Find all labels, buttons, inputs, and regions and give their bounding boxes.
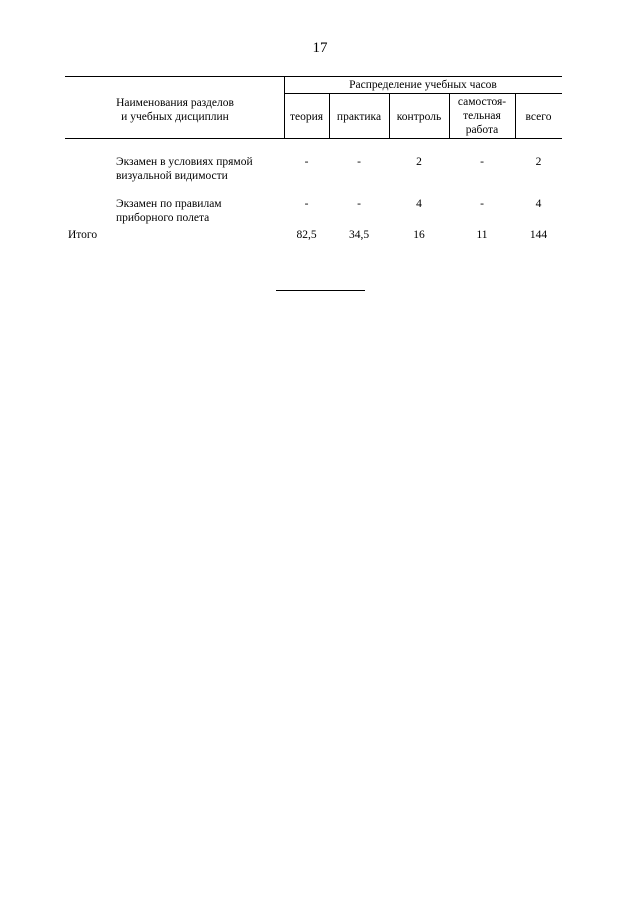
page-number: 17 [312, 40, 328, 56]
table-cell: 4 [416, 198, 422, 210]
header-bottom-rule [65, 138, 562, 139]
total-cell: 82,5 [296, 229, 317, 241]
total-cell: 34,5 [348, 229, 370, 241]
header-group-title: Распределение учебных часов [349, 79, 497, 91]
table-cell: - [304, 198, 309, 210]
end-of-section-rule [276, 290, 365, 291]
header-col-control: контроль [396, 111, 442, 123]
table-cell: - [480, 198, 484, 210]
table-cell: 2 [416, 156, 422, 168]
total-cell: 16 [413, 229, 425, 241]
header-col-theory: теория [289, 111, 324, 123]
table-cell: - [304, 156, 309, 168]
total-cell: 11 [476, 229, 488, 241]
table-row-name: Экзамен в условиях прямой визуальной видимости [116, 156, 253, 182]
table-top-rule [65, 76, 562, 77]
total-label: Итого [68, 229, 98, 241]
group-header-rule [284, 93, 562, 94]
table-row-name: Экзамен по правилам приборного полета [116, 198, 222, 224]
header-col-self-study: самостоя- тельная работа [457, 96, 507, 136]
table-cell: - [480, 156, 484, 168]
table-cell: - [357, 198, 361, 210]
table-cell: 4 [535, 198, 542, 210]
header-col-total: всего [525, 111, 552, 123]
header-col-practice: практика [336, 111, 382, 123]
header-name-column: Наименования разделов и учебных дисциплин [116, 97, 234, 123]
table-cell: - [357, 156, 361, 168]
table-cell: 2 [535, 156, 542, 168]
total-cell: 144 [529, 229, 548, 241]
